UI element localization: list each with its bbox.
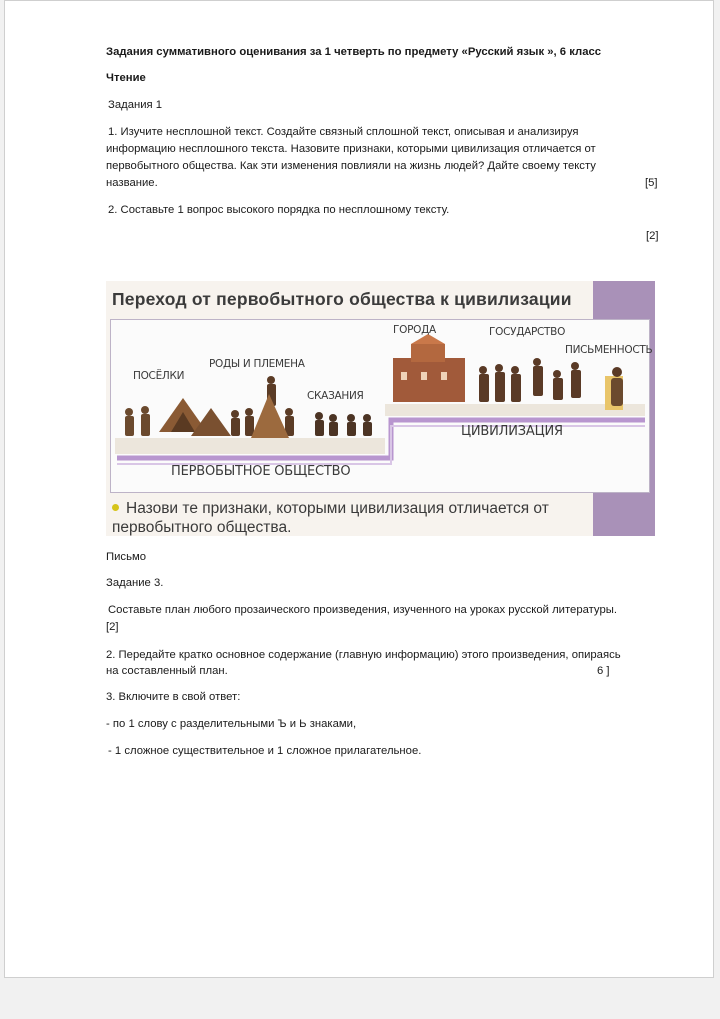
task3-heading: Задание 3. bbox=[106, 577, 164, 589]
bullet-dot bbox=[112, 504, 119, 511]
label-state: ГОСУДАРСТВО bbox=[489, 326, 566, 338]
task3-item1-score: [2] bbox=[106, 621, 119, 633]
task3-item1-text: Составьте план любого прозаического произведения, изученного на уроках русской литературы. bbox=[108, 604, 617, 616]
label-primitive-society: ПЕРВОБЫТНОЕ ОБЩЕСТВО bbox=[171, 464, 351, 479]
writing-heading: Письмо bbox=[106, 551, 147, 563]
task3-bullet1: - по 1 слову с разделительными Ъ и Ь знаками, bbox=[106, 718, 357, 730]
task3-item2-line: на составленный план. bbox=[106, 665, 228, 677]
task1-line: название. bbox=[106, 177, 158, 189]
task1-line: 1. Изучите несплошной текст. Создайте связный сплошной текст, описывая и анализируя bbox=[108, 126, 579, 138]
task2-score: [2] bbox=[646, 230, 659, 242]
label-legends: СКАЗАНИЯ bbox=[307, 390, 364, 402]
label-civilization: ЦИВИЛИЗАЦИЯ bbox=[461, 424, 563, 439]
task2-text: 2. Составьте 1 вопрос высокого порядка по несплошному тексту. bbox=[108, 204, 450, 216]
task1-line: первобытного общества. Как эти изменения повлияли на жизнь людей? Дайте своему тексту bbox=[106, 160, 596, 172]
illustration-panel bbox=[110, 319, 653, 493]
task3-item2-line: 2. Передайте кратко основное содержание (главную информацию) этого произведения, опираясь bbox=[106, 649, 621, 661]
tasks-subheading: Задания 1 bbox=[108, 99, 163, 111]
task1-score: [5] bbox=[645, 177, 658, 189]
task3-item2-score: 6 ] bbox=[597, 665, 610, 677]
question-line: Назови те признаки, которыми цивилизация отличается от bbox=[126, 500, 549, 517]
illustration-title: Переход от первобытного общества к цивилизации bbox=[112, 289, 572, 309]
task1-line: информацию несплошного текста. Назовите признаки, которыми цивилизация отличается от bbox=[106, 143, 596, 155]
task3-bullet2: - 1 сложное существительное и 1 сложное прилагательное. bbox=[108, 745, 422, 757]
document-title: Задания суммативного оценивания за 1 четверть по предмету «Русский язык », 6 класс bbox=[106, 46, 602, 58]
civilization-illustration bbox=[106, 281, 655, 536]
question-line: первобытного общества. bbox=[112, 519, 292, 536]
label-clans: РОДЫ И ПЛЕМЕНА bbox=[209, 358, 305, 370]
label-cities: ГОРОДА bbox=[393, 324, 436, 336]
label-writing: ПИСЬМЕННОСТЬ bbox=[565, 344, 653, 356]
label-settlements: ПОСЁЛКИ bbox=[133, 370, 185, 382]
task3-item3: 3. Включите в свой ответ: bbox=[106, 691, 241, 703]
illustration-question bbox=[112, 499, 549, 536]
reading-heading: Чтение bbox=[106, 72, 146, 84]
